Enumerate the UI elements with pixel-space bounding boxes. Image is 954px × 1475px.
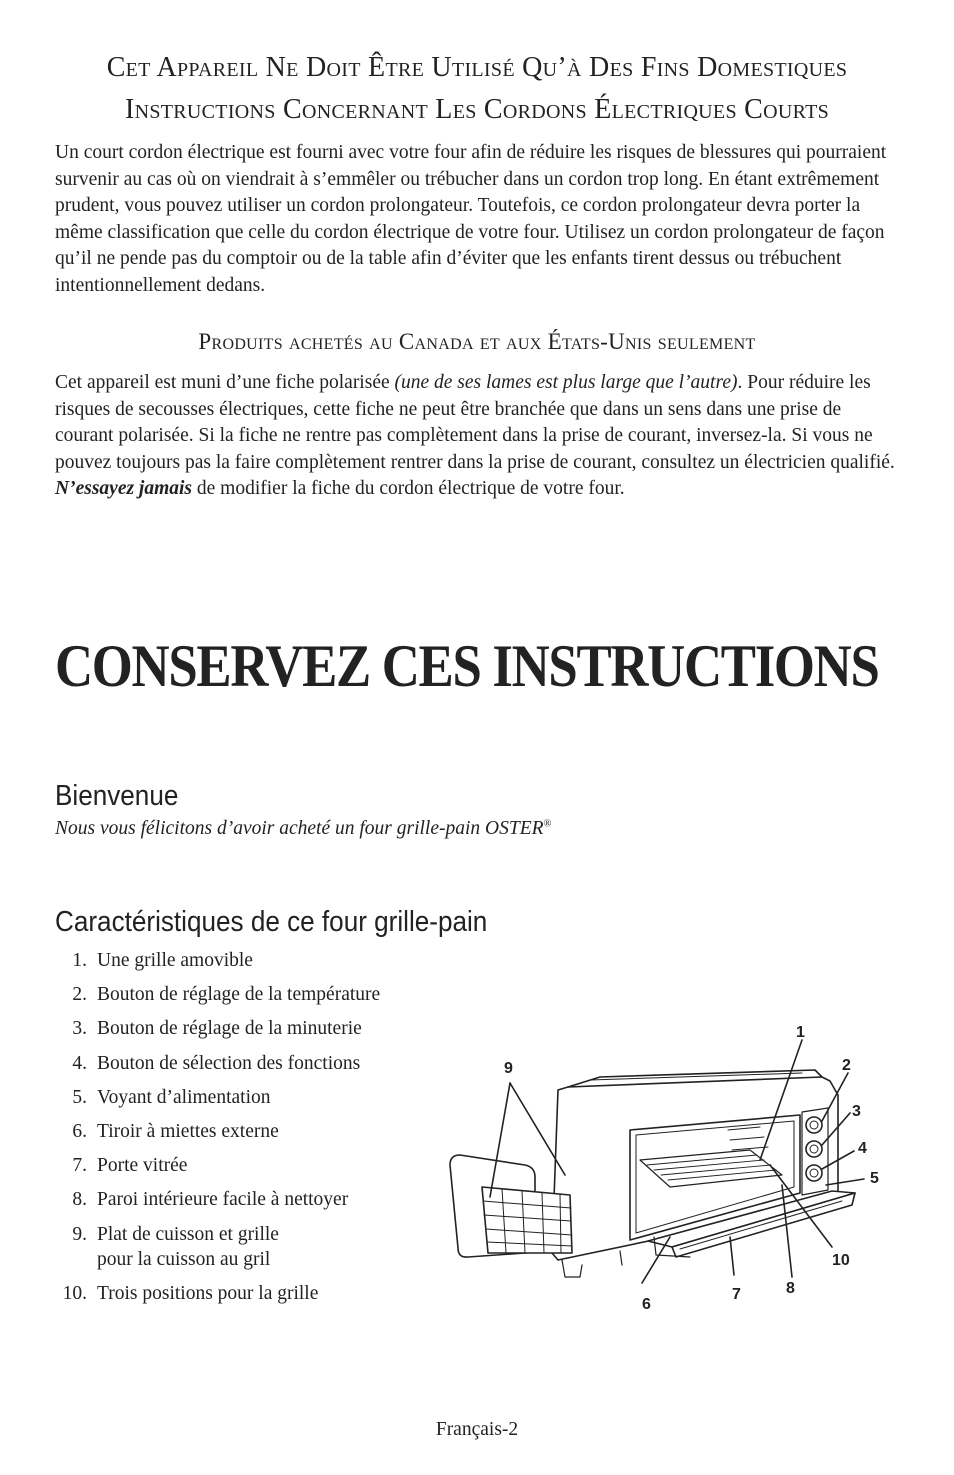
item-text: Bouton de réglage de la minuterie bbox=[97, 1018, 362, 1040]
item-number: 9. bbox=[72, 1223, 87, 1245]
page-header-line1: Cet Appareil Ne Doit Être Utilisé Qu’à Des Fins Domestiques bbox=[106, 52, 848, 83]
list-item bbox=[55, 948, 380, 973]
callout-3: 3 bbox=[852, 1103, 861, 1120]
item-text: Bouton de sélection des fonctions bbox=[97, 1052, 361, 1074]
item-text: Porte vitrée bbox=[97, 1155, 188, 1177]
item-text: Trois positions pour la grille bbox=[97, 1282, 319, 1304]
callout-6: 6 bbox=[642, 1296, 651, 1313]
callout-1: 1 bbox=[796, 1024, 805, 1041]
item-number: 7. bbox=[72, 1155, 87, 1177]
list-item bbox=[55, 1153, 380, 1178]
welcome-text bbox=[55, 818, 551, 840]
list-item bbox=[55, 1016, 380, 1041]
list-item bbox=[55, 1281, 380, 1306]
item-number: 10. bbox=[62, 1282, 87, 1304]
callout-10: 10 bbox=[832, 1252, 850, 1269]
callout-8: 8 bbox=[786, 1280, 795, 1297]
item-number: 3. bbox=[72, 1018, 87, 1040]
page-footer: Français-2 bbox=[435, 1419, 519, 1440]
item-number: 5. bbox=[72, 1086, 87, 1108]
item-number: 2. bbox=[72, 984, 87, 1006]
list-item bbox=[55, 1119, 380, 1144]
registered-mark: ® bbox=[543, 818, 552, 830]
list-item bbox=[55, 1222, 380, 1272]
features-list bbox=[55, 948, 380, 1315]
welcome-text-body: Nous vous félicitons d’avoir acheté un four grille-pain OSTER bbox=[55, 818, 544, 839]
callout-5: 5 bbox=[870, 1170, 879, 1187]
item-number: 6. bbox=[72, 1120, 87, 1142]
plug-text-warning: N’essayez jamais bbox=[55, 478, 193, 499]
save-instructions-title: CONSERVEZ CES INSTRUCTIONS bbox=[55, 633, 879, 699]
callout-7: 7 bbox=[732, 1286, 741, 1303]
plug-text-3: de modifier la fiche du cordon électrique de votre four. bbox=[192, 478, 625, 499]
item-text: Une grille amovible bbox=[97, 950, 253, 971]
item-text: Plat de cuisson et grille bbox=[97, 1223, 279, 1245]
list-item bbox=[55, 1051, 380, 1076]
item-number: 8. bbox=[72, 1189, 87, 1211]
item-text: Tiroir à miettes externe bbox=[97, 1120, 279, 1142]
toaster-oven-diagram bbox=[430, 1015, 880, 1315]
callout-9: 9 bbox=[504, 1060, 513, 1077]
list-item bbox=[55, 1187, 380, 1212]
item-text: Bouton de réglage de la température bbox=[97, 984, 381, 1006]
plug-text-italic: (une de ses lames est plus large que l’autre) bbox=[394, 372, 738, 393]
canada-heading: Produits achetés au Canada et aux États-Unis seulement bbox=[198, 329, 756, 354]
page-header-line2: Instructions Concernant Les Cordons Électriques Courts bbox=[124, 94, 830, 125]
item-text-continued: pour la cuisson au gril bbox=[97, 1248, 271, 1270]
cord-paragraph: Un court cordon électrique est fourni avec votre four afin de réduire les risques de blessures qui pourraient survenir au cas où on viendrait à s’emmêler ou trébucher dans un cordon trop long. En étant extrêmement prudent, vous pouvez utiliser un cordon prolongateur. Toutefois, ce cordon prolongateur devra porter la même classification que celle du cordon électrique de votre four. Utilisez un cordon prolongateur de façon qu’il ne pende pas du comptoir ou de la table afin d’éviter que les enfants tirent dessus ou trébuchent intentionnellement dedans. bbox=[55, 142, 887, 296]
item-text: Voyant d’alimentation bbox=[97, 1086, 271, 1108]
list-item bbox=[55, 982, 380, 1007]
list-item bbox=[55, 1085, 380, 1110]
callout-2: 2 bbox=[842, 1057, 851, 1074]
item-text: Paroi intérieure facile à nettoyer bbox=[97, 1189, 349, 1211]
features-heading: Caractéristiques de ce four grille-pain bbox=[55, 906, 488, 938]
item-number: 1. bbox=[72, 950, 87, 971]
plug-text-1: Cet appareil est muni d’une fiche polarisée bbox=[55, 372, 395, 393]
item-number: 4. bbox=[72, 1052, 87, 1074]
welcome-heading: Bienvenue bbox=[55, 780, 179, 812]
plug-text-2: . Pour réduire les risques de secousses électriques, cette fiche ne peut être branchée que dans un sens dans une prise de courant polarisée. Si la fiche ne rentre pas complètement dans la prise de courant, inversez-la. Si vous ne pouvez toujours pas la faire complètement rentrer dans la prise de courant, consultez un électricien qualifié. bbox=[55, 372, 895, 473]
plug-paragraph bbox=[55, 370, 900, 503]
callout-4: 4 bbox=[858, 1140, 867, 1157]
